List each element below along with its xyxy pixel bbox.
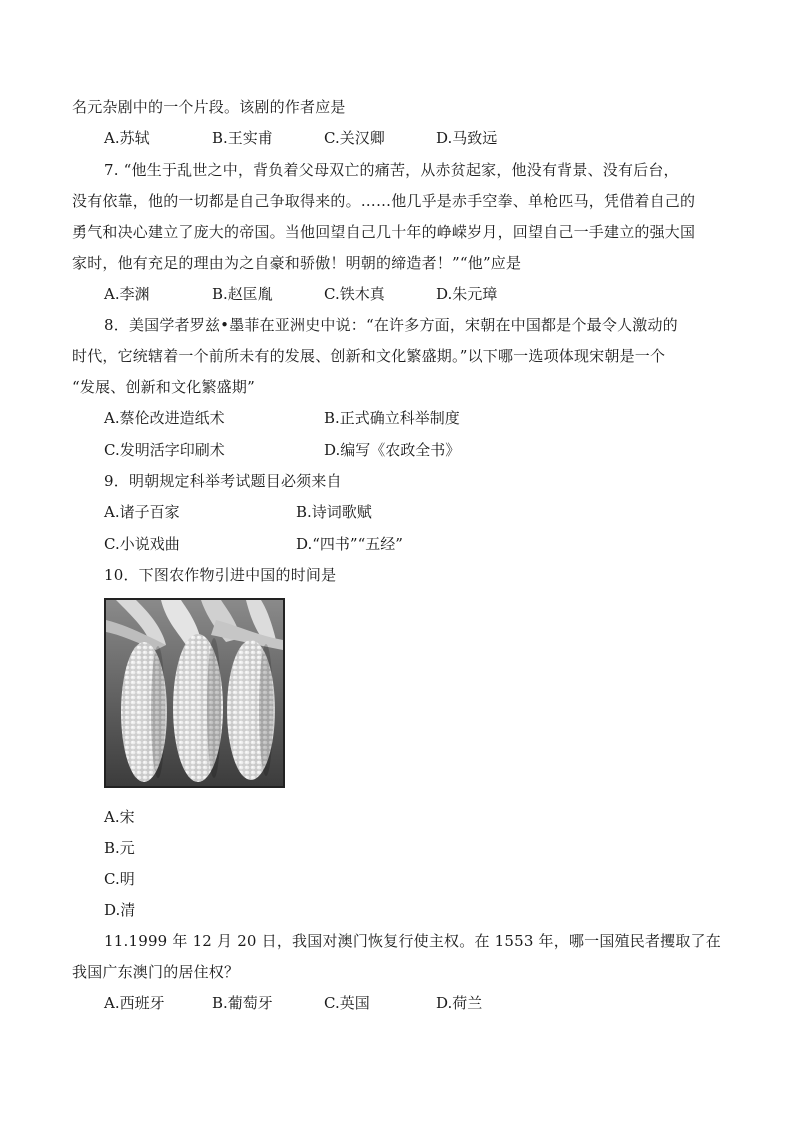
q10-option-a: A.宋 [104,808,135,826]
q7-stem-line-4: 家时，他有充足的理由为之自豪和骄傲！明朝的缔造者！”“他”应是 [72,254,522,272]
q8-stem-line-3: “发展、创新和文化繁盛期” [72,378,255,396]
q6-stem-tail: 名元杂剧中的一个片段。该剧的作者应是 [72,98,346,116]
q7-option-a: A.李渊 [104,285,150,303]
q7-stem-line-1: 7. “他生于乱世之中，背负着父母双亡的痛苦，从赤贫起家，他没有背景、没有后台， [104,161,679,179]
q7-option-b: B.赵匡胤 [212,285,273,303]
q11-option-b: B.葡萄牙 [212,994,273,1012]
q11-stem-line-2: 我国广东澳门的居住权？ [72,963,240,981]
q9-option-b: B.诗词歌赋 [296,503,372,521]
q9-option-d: D.“四书”“五经” [296,535,403,553]
q6-option-c: C.关汉卿 [324,129,385,147]
q8-option-c: C.发明活字印刷术 [104,441,225,459]
q9-option-a: A.诸子百家 [104,503,180,521]
q7-stem-line-3: 勇气和决心建立了庞大的帝国。当他回望自己几十年的峥嵘岁月，回望自己一手建立的强大国 [72,223,696,241]
corn-photo [104,598,285,788]
q9-stem: 9．明朝规定科举考试题目必须来自 [104,472,342,490]
q9-option-c: C.小说戏曲 [104,535,180,553]
q6-option-b: B.王实甫 [212,129,273,147]
q8-option-a: A.蔡伦改进造纸术 [104,409,225,427]
q11-stem-line-1: 11.1999 年 12 月 20 日，我国对澳门恢复行使主权。在 1553 年，哪一国殖民者攫取了在 [104,932,721,950]
q6-option-a: A.苏轼 [104,129,150,147]
q8-stem-line-2: 时代，它统辖着一个前所未有的发展、创新和文化繁盛期。”以下哪一选项体现宋朝是一个 [72,347,666,365]
q10-option-d: D.清 [104,901,136,919]
q11-option-a: A.西班牙 [104,994,165,1012]
q6-option-d: D.马致远 [436,129,498,147]
q10-option-b: B.元 [104,839,135,857]
q8-option-b: B.正式确立科举制度 [324,409,460,427]
q8-option-d: D.编写《农政全书》 [324,441,461,459]
q10-option-c: C.明 [104,870,135,888]
q11-option-c: C.英国 [324,994,370,1012]
q7-stem-line-2: 没有依靠，他的一切都是自己争取得来的。……他几乎是赤手空拳、单枪匹马，凭借着自己的 [72,192,696,210]
q11-option-d: D.荷兰 [436,994,483,1012]
q10-stem: 10．下图农作物引进中国的时间是 [104,566,337,584]
q7-option-d: D.朱元璋 [436,285,498,303]
q7-option-c: C.铁木真 [324,285,385,303]
q8-stem-line-1: 8．美国学者罗兹•墨菲在亚洲史中说：“在许多方面，宋朝在中国都是个最令人激动的 [104,316,678,334]
